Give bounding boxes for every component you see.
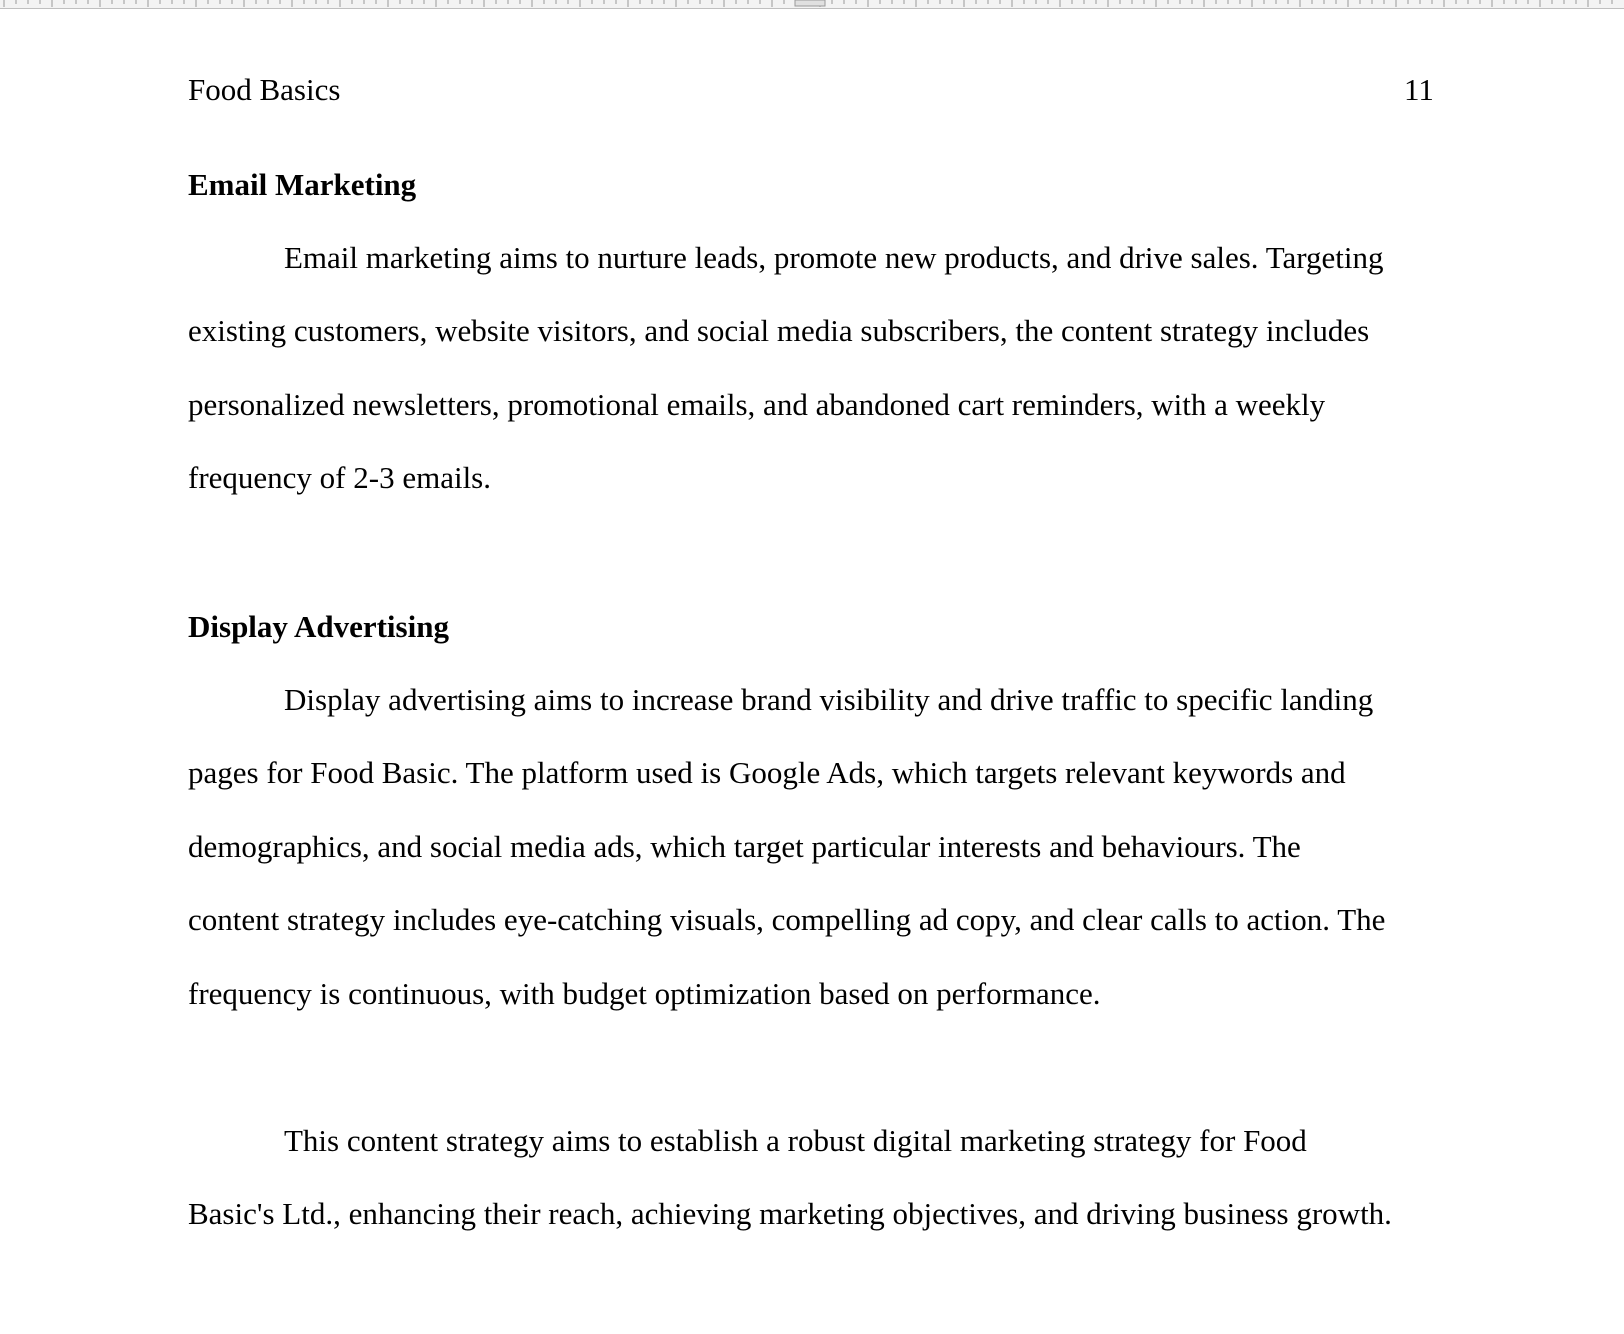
paragraph-line: This content strategy aims to establish a robust digital marketing strategy for Food <box>284 1123 1307 1158</box>
paragraph-line: personalized newsletters, promotional emails, and abandoned cart reminders, with a weekly <box>188 387 1326 422</box>
section-heading-display-advertising: Display Advertising <box>188 609 449 644</box>
paragraph-line: existing customers, website visitors, and social media subscribers, the content strategy includes <box>188 313 1370 348</box>
paragraph-line: Email marketing aims to nurture leads, promote new products, and drive sales. Targeting <box>284 240 1384 275</box>
paragraph-line: Basic's Ltd., enhancing their reach, achieving marketing objectives, and driving business growth. <box>188 1196 1392 1231</box>
paragraph-line: Display advertising aims to increase brand visibility and drive traffic to specific landing <box>284 682 1374 717</box>
running-head: Food Basics <box>188 72 341 107</box>
paragraph-line: frequency of 2-3 emails. <box>188 460 491 495</box>
paragraph-line: demographics, and social media ads, which target particular interests and behaviours. The <box>188 829 1301 864</box>
paragraph-line: pages for Food Basic. The platform used is Google Ads, which targets relevant keywords and <box>188 755 1346 790</box>
paragraph-line: content strategy includes eye-catching visuals, compelling ad copy, and clear calls to action. The <box>188 902 1386 937</box>
paragraph-line: frequency is continuous, with budget optimization based on performance. <box>188 976 1101 1011</box>
page-number: 11 <box>1404 72 1434 107</box>
section-heading-email-marketing: Email Marketing <box>188 167 417 202</box>
